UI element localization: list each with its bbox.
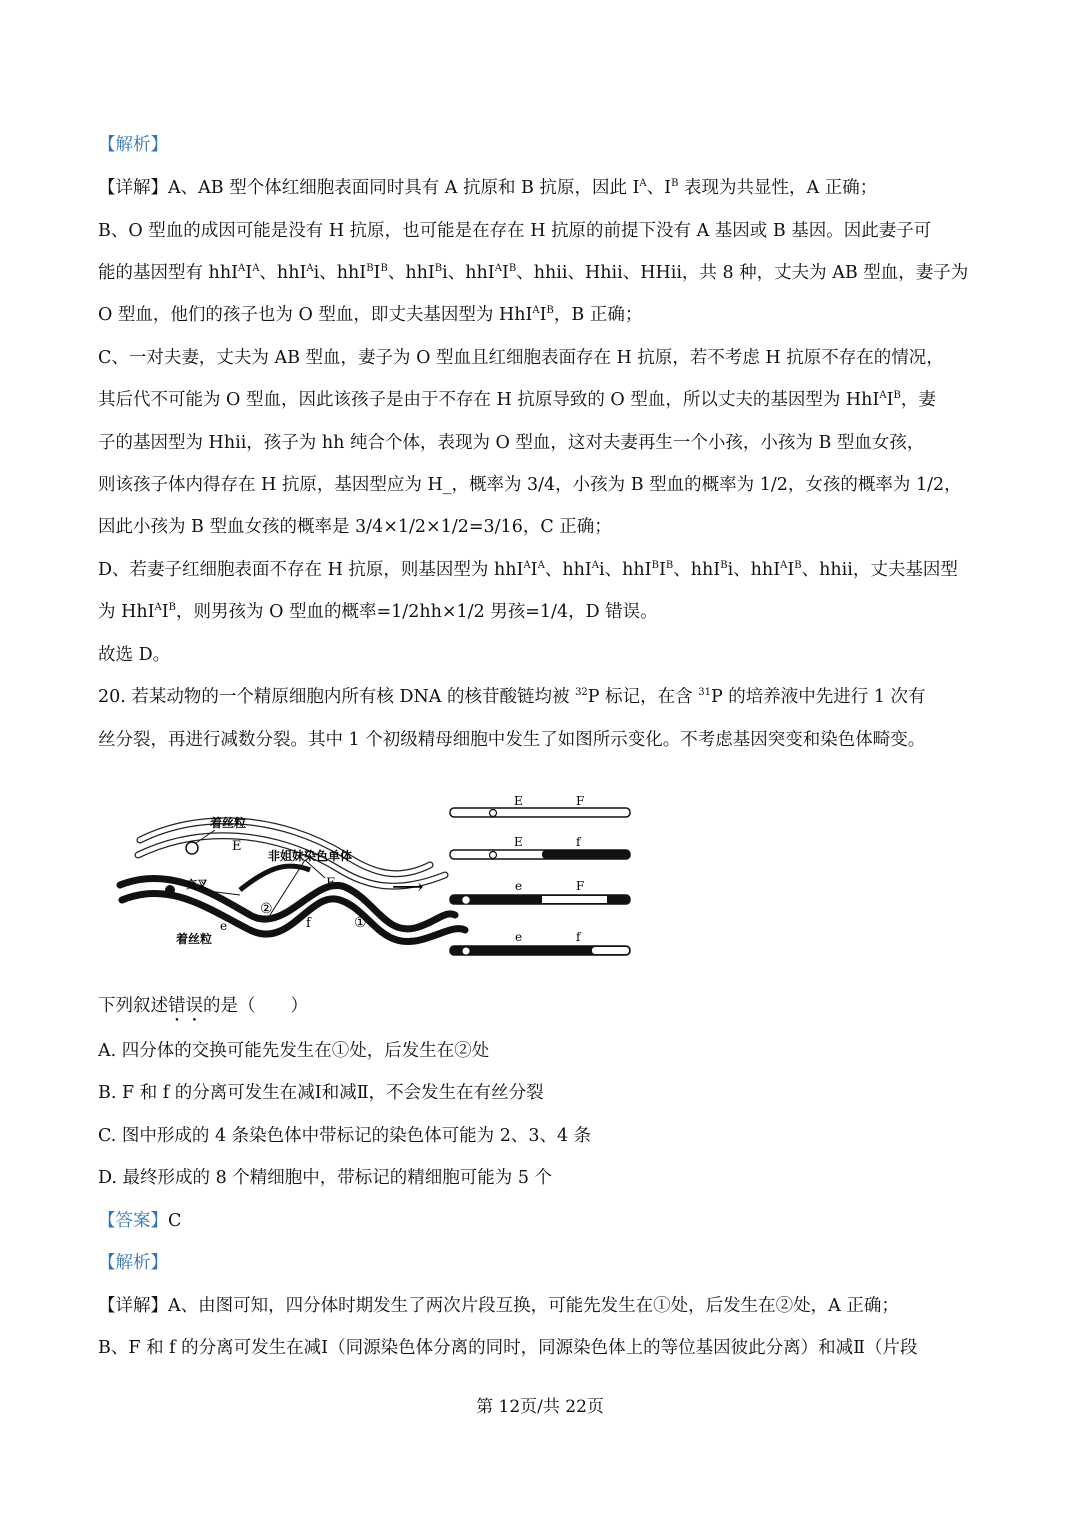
- row-1-gene-2: F: [576, 794, 585, 808]
- detail-20-line-1: [98, 1294, 984, 1318]
- isotope-32-sup: 32: [575, 687, 588, 699]
- label-centromere-bottom: 着丝粒: [176, 932, 213, 946]
- label-e: e: [220, 919, 228, 933]
- label-circle-2: ②: [260, 901, 273, 917]
- detail-line-b2: 能的基因型有 $hhI^AI^A$、hhI$^A$i、$hhI^BI^B$、hhI$^B$i、$hhI^AI^B$、hhii、Hhii、HHii，共 8 种，丈夫为 AB 型血，妻子为: [98, 263, 969, 283]
- detail-line-c4: 则该孩子体内得存在 H 抗原，基因型应为 H_，概率为 3/4，小孩为 B 型血的概率为 1/2，女孩的概率为 1/2，: [98, 475, 962, 495]
- detail-line-b3: O 型血，他们的孩子也为 O 型血，即丈夫基因型为 $HhI^AI^B$，B 正确；: [98, 305, 643, 325]
- chromatid-row-3-white: [542, 896, 607, 903]
- question-20-line-1: [98, 685, 984, 709]
- centromere-black: [165, 885, 175, 895]
- label-nonsister: 非姐妹染色单体: [268, 849, 353, 863]
- detail-20-text-1: A、由图可知，四分体时期发生了两次片段互换，可能先发生在①处，后发生在②处，A 正确；: [168, 1296, 899, 1316]
- black-chromatid-1: [122, 893, 465, 941]
- question-stem: [98, 994, 984, 1026]
- stem-emphasis: 错误: [168, 996, 203, 1016]
- detail-line-c2: 其后代不可能为 O 型血，因此该孩子是由于不存在 H 抗原导致的 O 型血，所以丈夫的基因型为 $HhI^AI^B$，妻: [98, 390, 936, 410]
- label-E: E: [232, 839, 242, 854]
- stem-part-c: 的是（ ）: [203, 996, 308, 1016]
- stem-part-a: 下列叙述: [98, 996, 168, 1016]
- row-3-gene-1: e: [515, 879, 523, 893]
- chromatid-row-2-black: [542, 850, 630, 859]
- label-cross: 交叉: [186, 878, 208, 891]
- label-centromere-top: 着丝粒: [210, 816, 247, 830]
- row-1-gene-1: E: [514, 794, 523, 808]
- centromere-row-3: [463, 897, 470, 904]
- analysis-heading-2: 【解析】: [98, 1253, 168, 1273]
- row-2-gene-1: E: [514, 835, 523, 849]
- centromere-row-2: [490, 852, 497, 859]
- page-footer: 第 12页/共 22页: [476, 1397, 604, 1417]
- option-a: A. 四分体的交换可能先发生在①处，后发生在②处: [98, 1041, 490, 1061]
- row-4-gene-2: f: [576, 930, 581, 944]
- answer-value: C: [168, 1211, 182, 1231]
- conclusion-line: 故选 D。: [98, 645, 171, 665]
- centromere-row-1: [490, 810, 497, 817]
- option-d: D. 最终形成的 8 个精细胞中，带标记的精细胞可能为 5 个: [98, 1168, 553, 1188]
- analysis-heading: [98, 133, 984, 157]
- detail-a-part2: 、I: [646, 178, 672, 198]
- answer-label: 【答案】: [98, 1211, 168, 1231]
- centromere-white: [186, 842, 198, 854]
- detail-line-d1: D、若妻子红细胞表面不存在 H 抗原，则基因型为 $hhI^AI^A$、hhI$^A$i、$hhI^BI^B$、hhI$^B$i、$hhI^AI^B$、hhii，丈夫基因型: [98, 560, 958, 580]
- option-c: C. 图中形成的 4 条染色体中带标记的染色体可能为 2、3、4 条: [98, 1126, 592, 1146]
- allele-sup-a: A: [639, 178, 647, 190]
- detail-a-part3: 表现为共显性，A 正确；: [678, 178, 878, 198]
- row-3-gene-2: F: [576, 879, 585, 893]
- detail-20-label: 【详解】: [98, 1296, 168, 1316]
- detail-label: 【详解】: [98, 178, 168, 198]
- allele-sup-b: B: [671, 178, 679, 190]
- q20-text-c: P 的培养液中先进行 1 次有: [710, 687, 926, 707]
- row-2-gene-2: f: [576, 835, 581, 849]
- label-F: F: [326, 876, 336, 891]
- detail-20-line-2: B、F 和 f 的分离可发生在减Ⅰ（同源染色体分离的同时，同源染色体上的等位基因彼此分离）和减Ⅱ（片段: [98, 1338, 918, 1358]
- detail-line-c5: 因此小孩为 B 型血女孩的概率是 3/4×1/2×1/2=3/16，C 正确；: [98, 517, 612, 537]
- detail-a-part1: A、AB 型个体红细胞表面同时具有 A 抗原和 B 抗原，因此 I: [168, 178, 640, 198]
- detail-line-c3: 子的基因型为 Hhii，孩子为 hh 纯合个体，表现为 O 型血，这对夫妻再生一个小孩，小孩为 B 型血女孩，: [98, 433, 925, 453]
- isotope-31-sup: 31: [698, 687, 711, 699]
- row-4-gene-1: e: [515, 930, 523, 944]
- analysis-label: 【解析】: [98, 135, 168, 155]
- cross-strand: [240, 866, 310, 890]
- question-20-line-2: 丝分裂，再进行减数分裂。其中 1 个初级精母细胞中发生了如图所示变化。不考虑基因突变和染色体畸变。: [98, 730, 926, 750]
- right-chromatids: [450, 794, 630, 955]
- centromere-row-4: [463, 948, 470, 955]
- arrow: ⟶: [392, 875, 424, 900]
- chromatid-row-1: [450, 808, 630, 817]
- q20-text-a: 20. 若某动物的一个精原细胞内所有核 DNA 的核苷酸链均被: [98, 687, 576, 707]
- answer-line: [98, 1209, 984, 1233]
- chromosome-crossover-figure: [110, 790, 650, 980]
- chromatid-row-4-white: [592, 947, 629, 954]
- label-circle-1: ①: [354, 915, 367, 931]
- detail-line-c1: C、一对夫妻，丈夫为 AB 型血，妻子为 O 型血且红细胞表面存在 H 抗原，若不考虑 H 抗原不存在的情况，: [98, 348, 944, 368]
- detail-line-a: [98, 176, 984, 200]
- detail-line-d2: 为 $HhI^AI^B$，则男孩为 O 型血的概率=1/2hh×1/2 男孩=1/4，D 错误。: [98, 602, 658, 622]
- label-f: f: [306, 916, 311, 931]
- option-b: B. F 和 f 的分离可发生在减Ⅰ和减Ⅱ，不会发生在有丝分裂: [98, 1083, 544, 1103]
- detail-line-b1: B、O 型血的成因可能是没有 H 抗原，也可能是在存在 H 抗原的前提下没有 A 基因或 B 基因。因此妻子可: [98, 221, 932, 241]
- q20-text-b: P 标记，在含: [587, 687, 699, 707]
